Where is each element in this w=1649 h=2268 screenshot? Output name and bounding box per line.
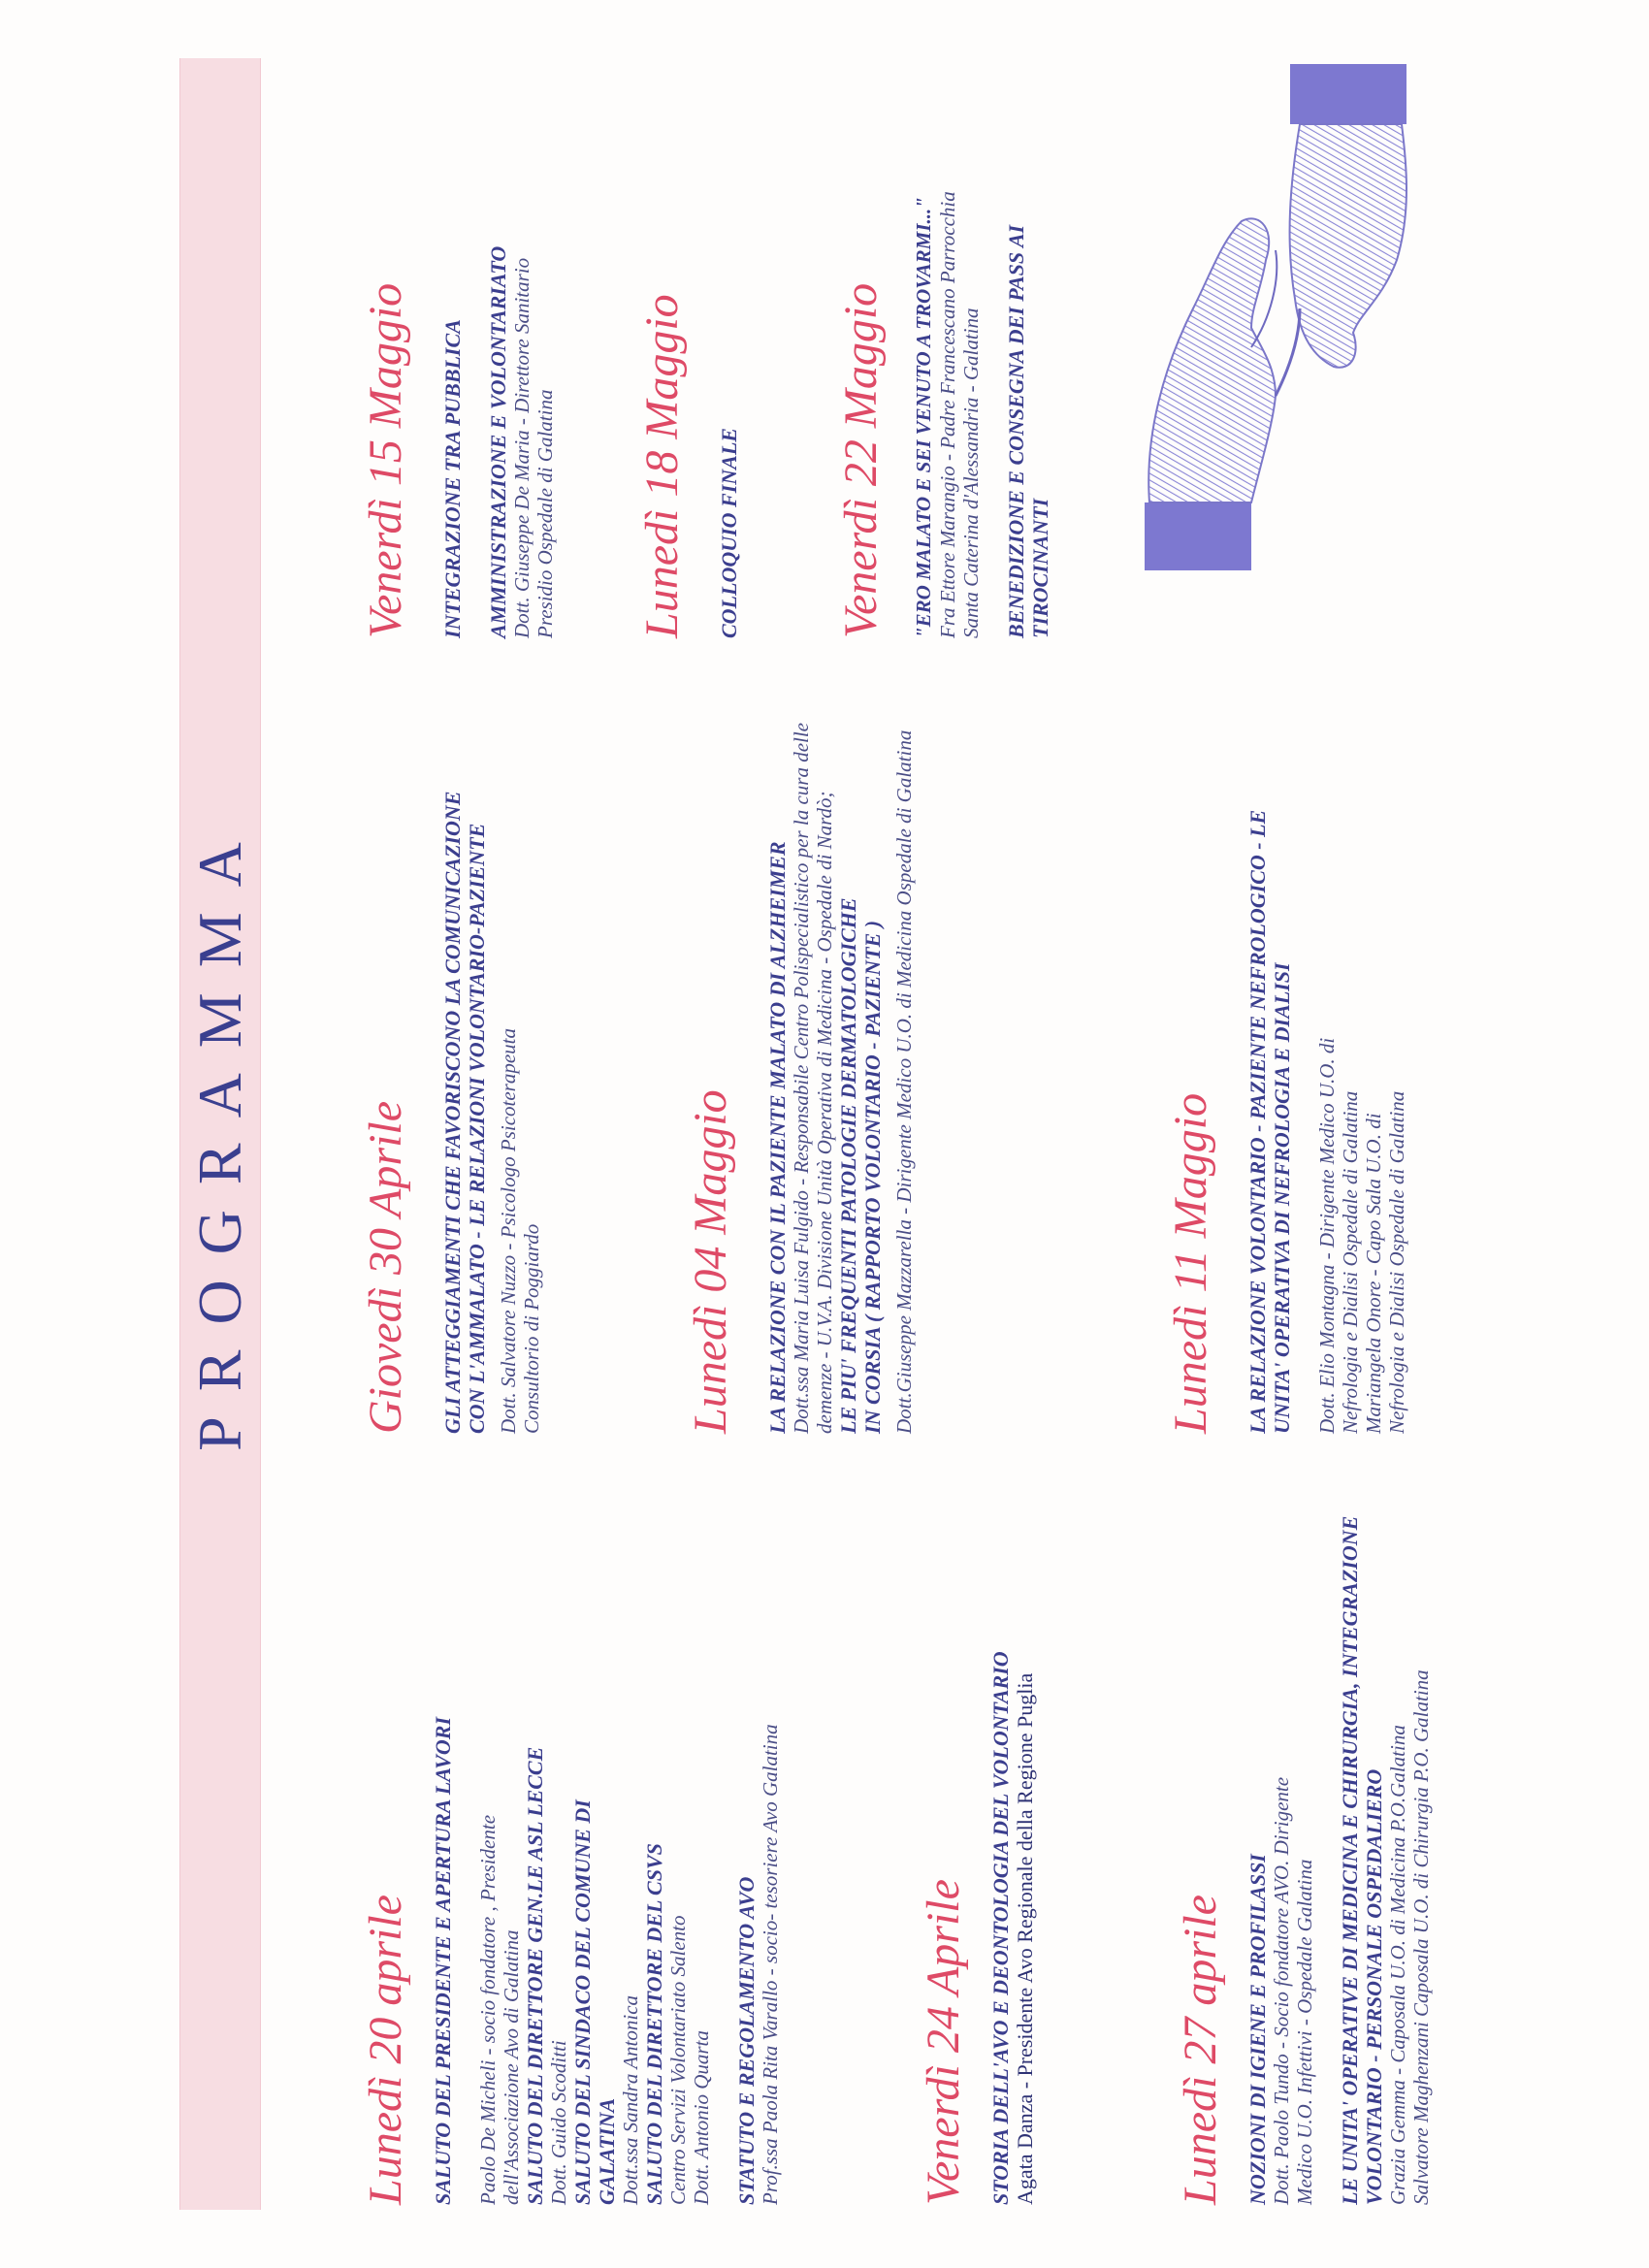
speaker: Salvatore Maghenzani Caposala U.O. di Chirurgia P.O. Galatina (1409, 1669, 1433, 2205)
speaker: Medico U.O. Infettivi - Ospedale Galatina (1293, 1859, 1316, 2205)
speaker: dell'Associazione Avo di Galatina (500, 1929, 523, 2205)
day-date: Venerdì 24 Aprile (918, 1879, 969, 2205)
day-date: Lunedì 04 Maggio (685, 1089, 736, 1434)
day-lunedi-04-maggio (684, 716, 916, 1434)
session-title: "ERO MALATO E SEI VENUTO A TROVARMI..." (912, 197, 935, 638)
speaker: Fra Ettore Marangio - Padre Francescano Parrocchia (936, 191, 959, 638)
speaker: Agata Danza - Presidente Avo Regionale della Regione Puglia (1013, 1672, 1037, 2205)
speaker: Grazia Gemma - Caposala U.O. di Medicina P.O.Galatina (1386, 1725, 1409, 2205)
speaker: Dott. Giuseppe De Maria - Direttore Sanitario (510, 257, 534, 638)
speaker: Mariangela Onore - Capo Sala U.O. di (1362, 1113, 1385, 1434)
day-lunedi-18-maggio (635, 56, 741, 638)
session-title: AMMINISTRAZIONE E VOLONTARIATO (486, 245, 510, 638)
speaker: Nefrologia e Dialisi Ospedale di Galatina (1385, 1090, 1408, 1434)
speaker: Presidio Ospedale di Galatina (534, 389, 557, 638)
session-title: LE UNITA' OPERATIVE DI MEDICINA E CHIRURGIA, INTEGRAZIONE VOLONTARIO - PERSONALE OSPEDALIERO (1338, 1515, 1386, 2205)
session-title: COLLOQUIO FINALE (717, 428, 741, 638)
speaker: Centro Servizi Volontariato Salento (666, 1915, 690, 2205)
speaker: Paolo De Micheli - socio fondatore , Presidente (476, 1814, 500, 2205)
speaker: Dott.Giuseppe Mazzarella - Dirigente Medico U.O. di Medicina Ospedale di Galatina (892, 729, 916, 1434)
session-title: STORIA DELL'AVO E DEONTOLOGIA DEL VOLONTARIO (988, 1651, 1013, 2205)
day-date: Lunedì 27 aprile (1175, 1895, 1226, 2205)
finger-line (1276, 308, 1300, 396)
day-date: Venerdì 22 Maggio (835, 282, 887, 638)
sleeve-right (1290, 64, 1406, 124)
session-title: INTEGRAZIONE TRA PUBBLICA (440, 319, 465, 638)
session-title: SALUTO DEL DIRETTORE DEL CSVS (642, 1843, 666, 2205)
session-title: SALUTO DEL DIRETTORE GEN.LE ASL LECCE (523, 1746, 547, 2205)
day-venerdi-24-aprile (917, 1507, 1037, 2205)
session-title: SALUTO DEL SINDACO DEL COMUNE DI GALATINA (570, 1799, 619, 2205)
day-giovedi-30-aprile (359, 735, 543, 1434)
speaker: Santa Caterina d'Alessandria - Galatina (959, 308, 983, 638)
speaker: Consultorio di Poggiardo (520, 1223, 543, 1434)
day-lunedi-20-aprile (359, 1507, 782, 2205)
session-title: GLI ATTEGGIAMENTI CHE FAVORISCONO LA COMUNICAZIONE CON L'AMMALATO - LE RELAZIONI VOLONTARIO-PAZIENTE (440, 791, 489, 1434)
session-title: LE PIU' FREQUENTI PATOLOGIE DERMATOLOGICHE IN CORSIA ( RAPPORTO VOLONTARIO - PAZIENTE ) (836, 897, 885, 1434)
day-lunedi-27-aprile (1174, 1487, 1433, 2205)
day-lunedi-11-maggio (1164, 716, 1408, 1434)
speaker: Nefrologia e Dialisi Ospedale di Galatina (1339, 1090, 1362, 1434)
day-date: Lunedì 18 Maggio (636, 294, 688, 638)
day-venerdi-15-maggio (359, 56, 557, 638)
hand-left (1148, 218, 1276, 502)
session-title: STATUTO E REGOLAMENTO AVO (734, 1876, 759, 2205)
page-title: PROGRAMMA (185, 817, 254, 1451)
speaker: Dott. Salvatore Nuzzo - Psicologo Psicoterapeuta (497, 1027, 520, 1434)
hand-right (1290, 124, 1406, 368)
handshake-illustration (1106, 47, 1455, 590)
day-date: Giovedì 30 Aprile (360, 1100, 411, 1434)
session-title: NOZIONI DI IGIENE E PROFILASSI (1245, 1854, 1270, 2205)
speaker: Dott. Guido Scoditti (547, 2040, 570, 2205)
session-title: LA RELAZIONE CON IL PAZIENTE MALATO DI ALZHEIMER (765, 841, 790, 1434)
day-date: Venerdì 15 Maggio (360, 282, 411, 638)
session-title: BENEDIZIONE E CONSEGNA DEI PASS AI TIROCINANTI (1004, 224, 1052, 638)
speaker: Dott. Paolo Tundo - Socio fondatore AVO. Dirigente (1270, 1776, 1293, 2205)
speaker: Prof.ssa Paola Rita Varallo - socio- tesoriere Avo Galatina (759, 1724, 782, 2205)
day-date: Lunedì 11 Maggio (1165, 1092, 1216, 1434)
day-venerdi-22-maggio (834, 37, 1052, 638)
session-title: SALUTO DEL PRESIDENTE E APERTURA LAVORI (431, 1716, 455, 2205)
speaker: Dott. Antonio Quarta (690, 2030, 713, 2205)
sleeve-left (1145, 502, 1251, 570)
title-band (179, 58, 261, 2210)
session-title: LA RELAZIONE VOLONTARIO - PAZIENTE NEFROLOGICO - LE UNITA' OPERATIVA DI NEFROLOGIA E DIALISI (1245, 809, 1294, 1434)
speaker: Dott.ssa Sandra Antonica (619, 1994, 642, 2205)
speaker: Dott.ssa Maria Luisa Fulgido - Responsabile Centro Polispecialistico per la cura delle demenze - U.V.A. Divisione Unità Operativa di Medicina - Ospedale di Nardò; (790, 722, 836, 1434)
day-date: Lunedì 20 aprile (360, 1895, 411, 2205)
speaker: Dott. Elio Montagna - Dirigente Medico U.O. di (1315, 1037, 1339, 1434)
